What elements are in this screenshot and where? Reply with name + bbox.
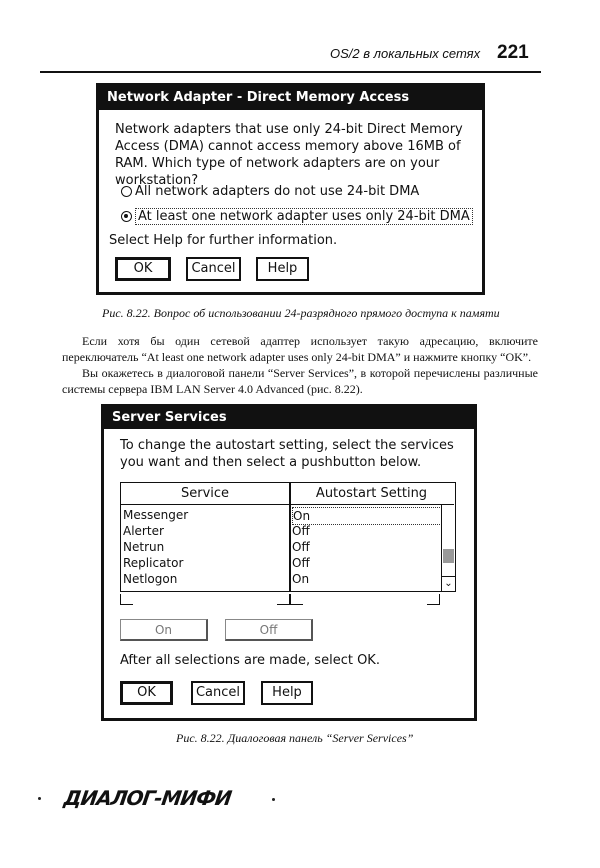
radio-label: All network adapters do not use 24-bit DMA	[135, 184, 420, 199]
header-rule	[40, 71, 541, 73]
radio-empty-icon	[121, 186, 132, 197]
dma-prompt	[115, 121, 463, 189]
autostart-cell[interactable]: Off	[292, 540, 310, 554]
service-cell[interactable]: Alerter	[123, 524, 164, 538]
page-number: 221	[497, 42, 529, 63]
dialog-title-bar: Server Services	[104, 407, 474, 429]
body-text	[62, 333, 538, 397]
ok-button[interactable]: OK	[120, 681, 173, 705]
prompt-line: Access (DMA) cannot access memory above 16MB of	[115, 139, 461, 154]
help-button[interactable]: Help	[256, 257, 309, 281]
after-selection-hint: After all selections are made, select OK.	[120, 653, 380, 668]
hscroll-right-bracket	[277, 594, 290, 605]
help-button[interactable]: Help	[261, 681, 313, 705]
dialog-title-bar: Network Adapter - Direct Memory Access	[99, 86, 482, 110]
autostart-cell[interactable]: On	[292, 507, 442, 525]
ok-button[interactable]: OK	[115, 257, 171, 281]
paragraph: Если хотя бы один сетевой адаптер использует такую адресацию, включите переключатель “At least one network adapter uses only 24-bit DMA” и нажмите кнопку “OK”.	[62, 334, 538, 364]
prompt-line: workstation?	[115, 173, 199, 188]
cancel-button[interactable]: Cancel	[186, 257, 241, 281]
instructions-line: To change the autostart setting, select the services	[120, 438, 454, 453]
autostart-cell[interactable]: Off	[292, 556, 310, 570]
column-header-service: Service	[121, 483, 289, 505]
figure-caption-2: Рис. 8.22. Диалоговая панель “Server Services”	[176, 731, 414, 745]
scroll-down-arrow-icon[interactable]: ⌄	[442, 576, 455, 591]
on-button[interactable]: On	[120, 619, 208, 641]
service-cell[interactable]: Messenger	[123, 508, 189, 522]
hscroll-left-bracket	[120, 594, 133, 605]
instructions-line: you want and then select a pushbutton below.	[120, 455, 422, 470]
speck	[272, 798, 275, 801]
autostart-cell[interactable]: On	[292, 572, 310, 586]
scrollbar-thumb[interactable]	[443, 549, 454, 563]
column-divider	[289, 483, 291, 591]
network-adapter-dma-dialog	[96, 83, 485, 295]
publisher-logo: ДИАЛОГ-МИФИ	[62, 786, 233, 810]
radio-selected-icon	[121, 211, 132, 222]
paragraph: Вы окажетесь в диалоговой панели “Server Services”, в которой перечислены различные системы сервера IBM LAN Server 4.0 Advanced (рис. 8.22).	[62, 366, 538, 396]
service-cell[interactable]: Netlogon	[123, 572, 178, 586]
service-cell[interactable]: Netrun	[123, 540, 165, 554]
column-header-autostart: Autostart Setting	[289, 483, 454, 505]
prompt-line: Network adapters that use only 24-bit Direct Memory	[115, 122, 463, 137]
figure-caption-1: Рис. 8.22. Вопрос об использовании 24-разрядного прямого доступа к памяти	[102, 306, 500, 320]
service-cell[interactable]: Replicator	[123, 556, 184, 570]
vertical-scrollbar[interactable]	[441, 505, 455, 591]
instructions	[120, 437, 454, 471]
radio-all-adapters[interactable]	[121, 184, 419, 199]
hscroll-left-bracket	[290, 594, 303, 605]
help-hint: Select Help for further information.	[109, 233, 338, 248]
server-services-dialog	[101, 404, 477, 721]
hscroll-right-bracket	[427, 594, 440, 605]
off-button[interactable]: Off	[225, 619, 313, 641]
cancel-button[interactable]: Cancel	[191, 681, 245, 705]
speck	[38, 797, 41, 800]
services-table	[120, 482, 456, 592]
autostart-cell[interactable]: Off	[292, 524, 310, 538]
running-header-title: OS/2 в локальных сетях	[330, 46, 481, 61]
radio-label: At least one network adapter uses only 24-bit DMA	[135, 208, 473, 225]
prompt-line: RAM. Which type of network adapters are on your	[115, 156, 440, 171]
radio-at-least-one-adapter[interactable]	[121, 208, 473, 225]
